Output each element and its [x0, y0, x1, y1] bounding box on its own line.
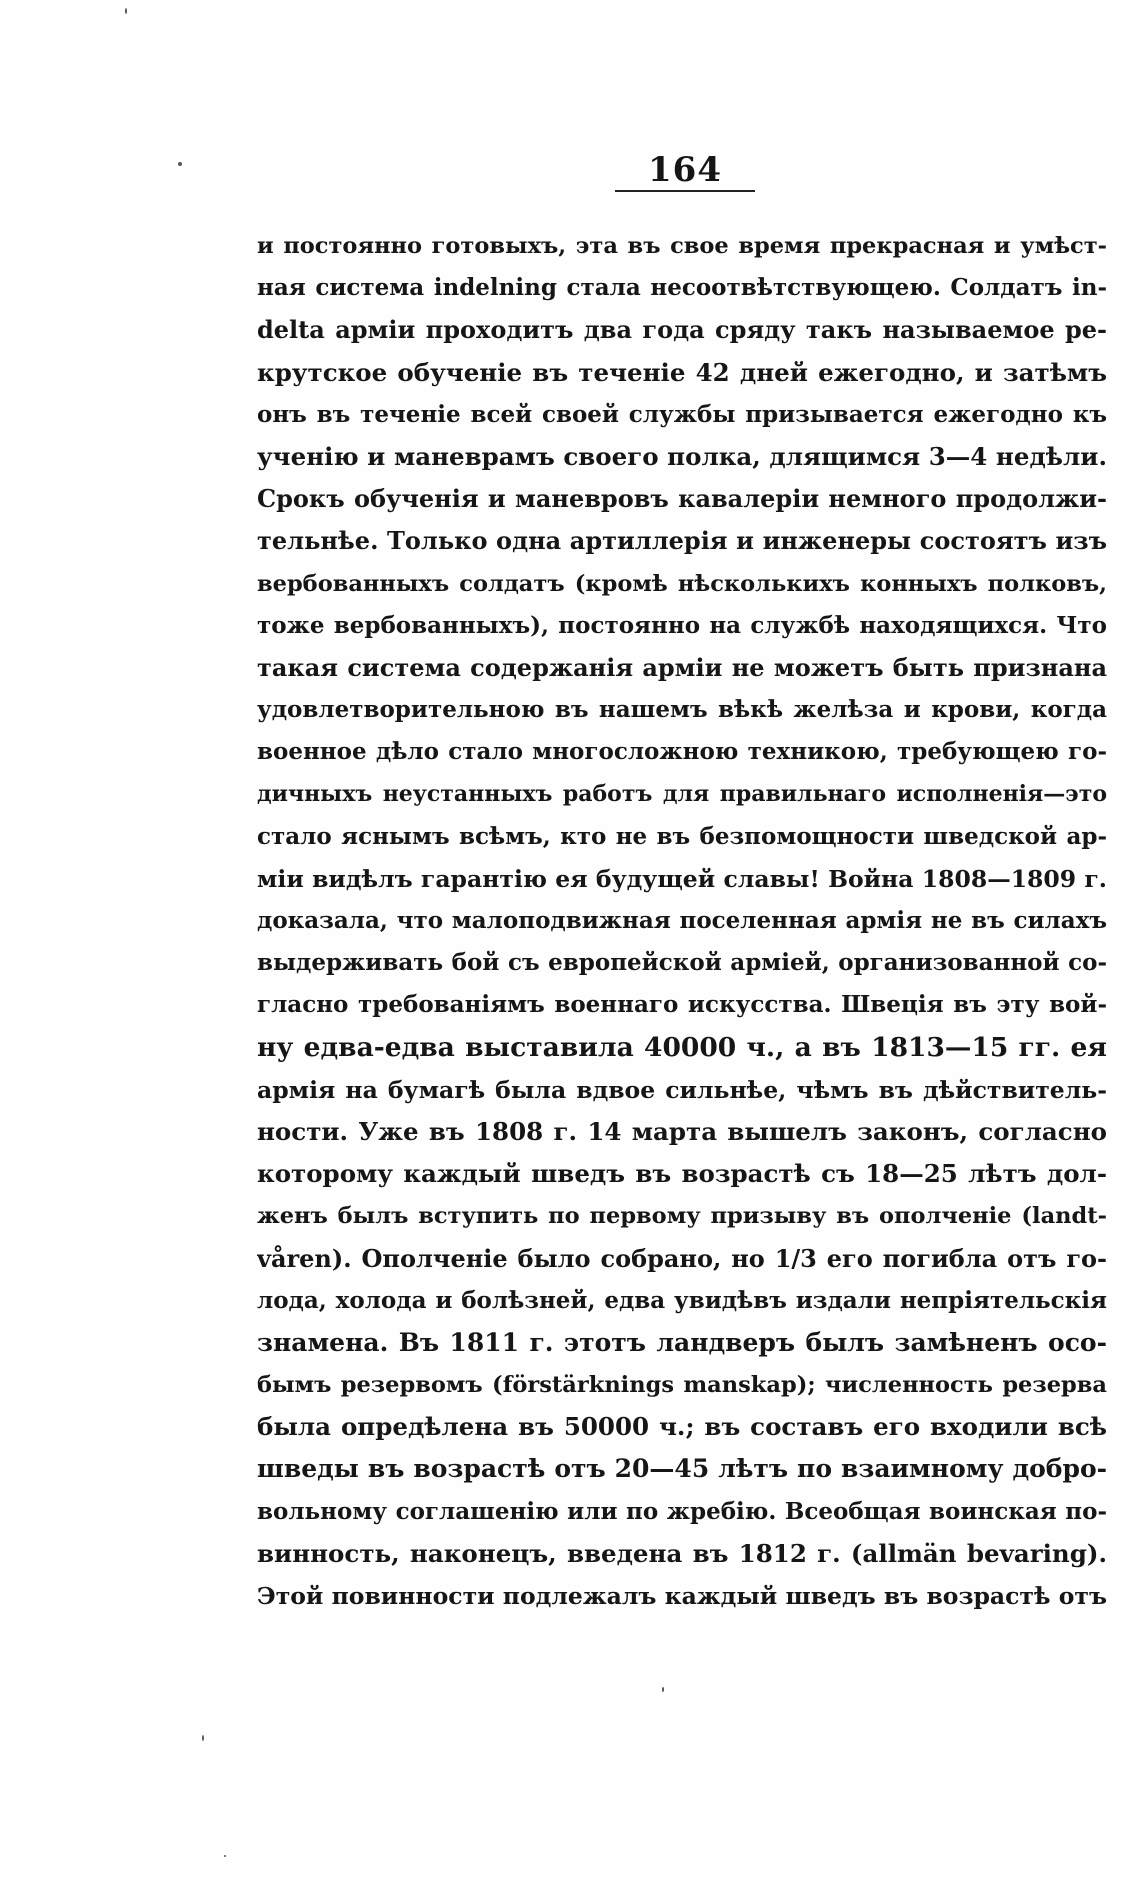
text-line: ну едва-едва выставила 40000 ч., а въ 1813—15 гг. ея	[257, 1031, 1107, 1063]
scan-speck	[202, 1735, 204, 1741]
text-line: которому каждый шведъ въ возрастѣ съ 18—25 лѣтъ дол-	[257, 1159, 1107, 1189]
scan-speck	[178, 162, 182, 166]
text-line: дичныхъ неустанныхъ работъ для правильнаго исполненія—это	[257, 781, 1107, 808]
text-line: ная система indelning стала несоотвѣтствующею. Солдатъ in-	[257, 274, 1107, 302]
text-line: delta арміи проходитъ два года сряду такъ называемое ре-	[257, 315, 1107, 345]
text-line: міи видѣлъ гарантію ея будущей славы! Война 1808—1809 г.	[257, 864, 1107, 893]
text-line: шведы въ возрастѣ отъ 20—45 лѣтъ по взаимному добро-	[257, 1454, 1107, 1484]
text-line: знамена. Въ 1811 г. этотъ ландверъ былъ замѣненъ осо-	[257, 1327, 1107, 1357]
text-line: вольному соглашенію или по жребію. Всеобщая воинская по-	[257, 1497, 1107, 1525]
body-text	[257, 225, 1107, 1617]
text-line: доказала, что малоподвижная поселенная армія не въ силахъ	[257, 907, 1107, 934]
text-line: удовлетворительною въ нашемъ вѣкѣ желѣза и крови, когда	[257, 696, 1107, 724]
text-line: была опредѣлена въ 50000 ч.; въ составъ его входили всѣ	[257, 1412, 1107, 1442]
text-line: тоже вербованныхъ), постоянно на службѣ находящихся. Что	[257, 611, 1107, 639]
text-line: våren). Ополченіе было собрано, но 1/3 его погибла отъ го-	[257, 1243, 1107, 1273]
scan-speck	[125, 8, 127, 14]
text-line: военное дѣло стало многосложною техникою, требующею го-	[257, 738, 1107, 766]
scan-speck	[662, 1687, 664, 1692]
text-line: и постоянно готовыхъ, эта въ свое время прекрасная и умѣст-	[257, 233, 1107, 259]
text-line: вербованныхъ солдатъ (кромѣ нѣсколькихъ конныхъ полковъ,	[257, 570, 1107, 597]
text-line: Срокъ обученія и маневровъ кавалеріи немного продолжи-	[257, 484, 1107, 514]
text-line: крутское обученіе въ теченіе 42 дней ежегодно, и затѣмъ	[257, 357, 1107, 387]
text-line: винность, наконецъ, введена въ 1812 г. (allmän bevaring).	[257, 1538, 1107, 1568]
text-line: тельнѣе. Только одна артиллерія и инженеры состоятъ изъ	[257, 526, 1107, 556]
text-line: выдерживать бой съ европейской арміей, организованной со-	[257, 949, 1107, 977]
text-line: Этой повинности подлежалъ каждый шведъ въ возрастѣ отъ	[257, 1582, 1107, 1610]
text-line: ученію и маневрамъ своего полка, длящимся 3—4 недѣли.	[257, 441, 1107, 471]
page-number-rule	[615, 190, 755, 192]
text-line: стало яснымъ всѣмъ, кто не въ безпомощности шведской ар-	[257, 822, 1107, 850]
text-line: бымъ резервомъ (förstärknings manskap); численность резерва	[257, 1372, 1107, 1399]
scan-speck	[224, 1855, 226, 1857]
text-line: онъ въ теченіе всей своей службы призывается ежегодно къ	[257, 400, 1107, 428]
page-number: 164	[648, 150, 722, 190]
text-line: гласно требованіямъ военнаго искусства. Швеція въ эту вой-	[257, 991, 1107, 1019]
text-line: лода, холода и болѣзней, едва увидѣвъ издали непріятельскія	[257, 1286, 1107, 1314]
text-line: ности. Уже въ 1808 г. 14 марта вышелъ законъ, согласно	[257, 1116, 1107, 1146]
text-line: такая система содержанія арміи не можетъ быть признана	[257, 652, 1107, 682]
text-line: женъ былъ вступить по первому призыву въ ополченіе (landt-	[257, 1203, 1107, 1230]
text-line: армія на бумагѣ была вдвое сильнѣе, чѣмъ въ дѣйствитель-	[257, 1075, 1107, 1104]
